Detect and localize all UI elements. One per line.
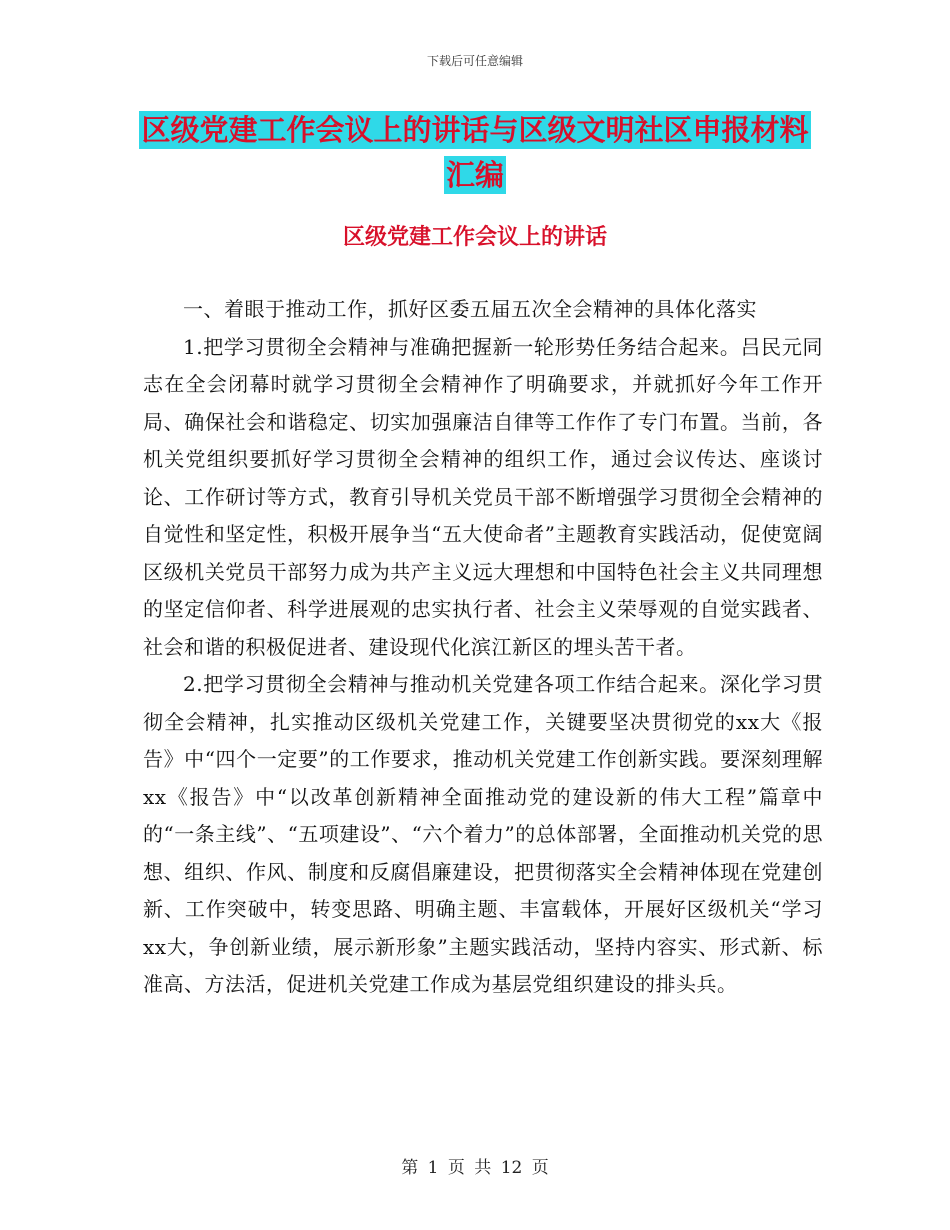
document-title: [0, 108, 950, 198]
body-text: [143, 291, 823, 1004]
document-title-line-1: 区级党建工作会议上的讲话与区级文明社区申报材料: [141, 113, 809, 147]
paragraph: 2.把学习贯彻全会精神与推动机关党建各项工作结合起来。深化学习贯彻全会精神，扎实推动区级机关党建工作，关键要坚决贯彻党的xx大《报告》中“四个一定要”的工作要求，推动机关党建工作创新实践。要深刻理解xx《报告》中“以改革创新精神全面推动党的建设新的伟大工程”篇章中的“一条主线”、“五项建设”、“六个着力”的总体部署，全面推动机关党的思想、组织、作风、制度和反腐倡廉建设，把贯彻落实全会精神体现在党建创新、工作突破中，转变思路、明确主题、丰富载体，开展好区级机关“学习xx大，争创新业绩，展示新形象”主题实践活动，坚持内容实、形式新、标准高、方法活，促进机关党建工作成为基层党组织建设的排头兵。: [143, 672, 823, 996]
paragraph: 1.把学习贯彻全会精神与准确把握新一轮形势任务结合起来。吕民元同志在全会闭幕时就学习贯彻全会精神作了明确要求，并就抓好今年工作开局、确保社会和谐稳定、切实加强廉洁自律等工作作了专门布置。当前，各机关党组织要抓好学习贯彻全会精神的组织工作，通过会议传达、座谈讨论、工作研讨等方式，教育引导机关党员干部不断增强学习贯彻全会精神的自觉性和坚定性，积极开展争当“五大使命者”主题教育实践活动，促使宽阔区级机关党员干部努力成为共产主义远大理想和中国特色社会主义共同理想的坚定信仰者、科学进展观的忠实执行者、社会主义荣辱观的自觉实践者、社会和谐的积极促进者、建设现代化滨江新区的埋头苦干者。: [143, 334, 823, 659]
page-number-footer: 第 1 页 共 12 页: [401, 1158, 549, 1178]
header-note: 下载后可任意编辑: [426, 54, 523, 68]
paragraph-heading: 一、着眼于推动工作，抓好区委五届五次全会精神的具体化落实: [183, 297, 757, 321]
document-title-line-2: 汇编: [445, 158, 504, 192]
section-title: 区级党建工作会议上的讲话: [342, 224, 607, 250]
